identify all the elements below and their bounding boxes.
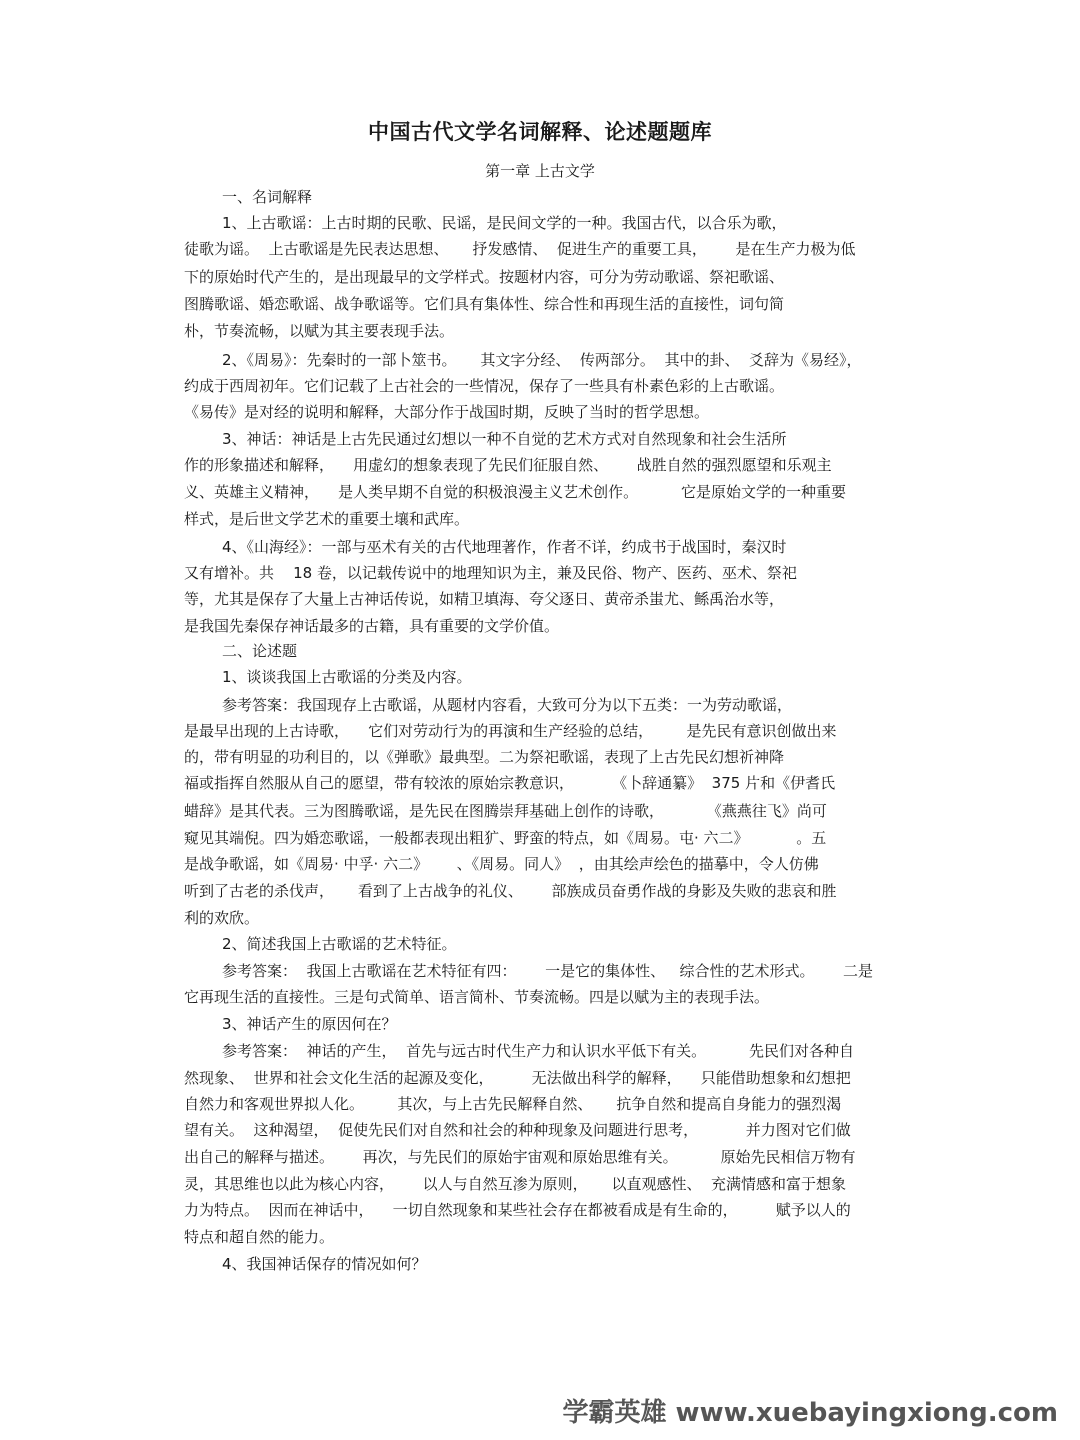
text-line: 又有增补。共 18 卷，以记载传说中的地理知识为主，兼及民俗、物产、医药、巫术、祭祀 [184,564,797,582]
text-line: 1、谈谈我国上古歌谣的分类及内容。 [222,668,472,686]
text-line: 朴，节奏流畅，以赋为其主要表现手法。 [184,322,455,340]
text-line: 窥见其端倪。四为婚恋歌谣，一般都表现出粗犷、野蛮的特点，如《周易。屯· 六二》 。五 [184,829,827,847]
text-line: 4、《山海经》：一部与巫术有关的古代地理著作，作者不详，约成书于战国时，秦汉时 [222,538,787,556]
text-line: 义、英雄主义精神， 是人类早期不自觉的积极浪漫主义艺术创作。 它是原始文学的一种重要 [184,483,846,501]
text-line: 福或指挥自然服从自己的愿望，带有较浓的原始宗教意识， 《卜辞通纂》 375 片和《伊耆氏 [184,774,836,792]
text-line: 然现象、 世界和社会文化生活的起源及变化， 无法做出科学的解释， 只能借助想象和幻想把 [184,1069,851,1087]
text-line: 利的欢欣。 [184,909,260,927]
text-line: 2、简述我国上古歌谣的艺术特征。 [222,935,457,953]
chapter-heading: 第一章 上古文学 [485,162,595,180]
text-line: 下的原始时代产生的，是出现最早的文学样式。按题材内容，可分为劳动歌谣、祭祀歌谣、 [184,268,785,286]
site-watermark: 学霸英雄 www.xuebayingxiong.com [562,1398,1058,1428]
text-line: 一、名词解释 [222,188,313,206]
text-line: 3、神话：神话是上古先民通过幻想以一种不自觉的艺术方式对自然现象和社会生活所 [222,430,787,448]
document-title: 中国古代文学名词解释、论述题题库 [368,120,712,144]
text-line: 作的形象描述和解释， 用虚幻的想象表现了先民们征服自然、 战胜自然的强烈愿望和乐观主 [184,456,832,474]
text-line: 3、神话产生的原因何在？ [222,1015,397,1033]
text-line: 二、论述题 [222,642,298,660]
text-line: 是战争歌谣，如《周易· 中孚· 六二》 、《周易。同人》 ，由其绘声绘色的描摹中，令人仿佛 [184,855,819,873]
text-line: 2、《周易》：先秦时的一部卜筮书。 其文字分经、 传两部分。 其中的卦、 爻辞为《易经》， [222,351,862,369]
text-line: 出自己的解释与描述。 再次，与先民们的原始宇宙观和原始思维有关。 原始先民相信万物有 [184,1148,856,1166]
text-line: 灵，其思维也以此为核心内容， 以人与自然互渗为原则， 以直观感性、 充满情感和富于想象 [184,1175,846,1193]
text-line: 1、上古歌谣：上古时期的民歌、民谣，是民间文学的一种。我国古代，以合乐为歌， [222,214,787,232]
text-line: 自然力和客观世界拟人化。 其次，与上古先民解释自然、 抗争自然和提高自身能力的强烈渴 [184,1095,842,1113]
text-line: 徒歌为谣。 上古歌谣是先民表达思想、 抒发感情、 促进生产的重要工具， 是在生产力极为低 [184,240,856,258]
text-line: 约成于西周初年。它们记载了上古社会的一些情况，保存了一些具有朴素色彩的上古歌谣。 [184,377,785,395]
text-line: 《易传》是对经的说明和解释，大部分作于战国时期，反映了当时的哲学思想。 [184,403,710,421]
text-line: 参考答案：我国现存上古歌谣，从题材内容看，大致可分为以下五类：一为劳动歌谣， [222,696,793,714]
text-line: 的，带有明显的功利目的，以《弹歌》最典型。二为祭祀歌谣，表现了上古先民幻想祈神降 [184,748,785,766]
text-line: 望有关。 这种渴望， 促使先民们对自然和社会的种种现象及问题进行思考， 并力图对它们做 [184,1121,851,1139]
text-line: 听到了古老的杀伐声， 看到了上古战争的礼仪、 部族成员奋勇作战的身影及失败的悲哀和胜 [184,882,837,900]
text-line: 参考答案： 我国上古歌谣在艺术特征有四： 一是它的集体性、 综合性的艺术形式。 二是 [222,962,874,980]
text-line: 等，尤其是保存了大量上古神话传说，如精卫填海、夸父逐日、黄帝杀蚩尤、鲧禹治水等， [184,590,785,608]
text-line: 它再现生活的直接性。三是句式简单、语言简朴、节奏流畅。四是以赋为主的表现手法。 [184,988,770,1006]
text-line: 是我国先秦保存神话最多的古籍，具有重要的文学价值。 [184,617,560,635]
text-line: 特点和超自然的能力。 [184,1228,335,1246]
text-line: 是最早出现的上古诗歌， 它们对劳动行为的再演和生产经验的总结， 是先民有意识创做出来 [184,722,837,740]
text-line: 参考答案： 神话的产生， 首先与远古时代生产力和认识水平低下有关。 先民们对各种自 [222,1042,854,1060]
text-line: 4、我国神话保存的情况如何？ [222,1255,427,1273]
text-line: 样式，是后世文学艺术的重要土壤和武库。 [184,510,470,528]
text-line: 图腾歌谣、婚恋歌谣、战争歌谣等。它们具有集体性、综合性和再现生活的直接性，词句简 [184,295,785,313]
text-line: 力为特点。 因而在神话中， 一切自然现象和某些社会存在都被看成是有生命的， 赋予以人的 [184,1201,851,1219]
text-line: 蜡辞》是其代表。三为图腾歌谣，是先民在图腾崇拜基础上创作的诗歌， 《燕燕往飞》尚可 [184,802,827,820]
